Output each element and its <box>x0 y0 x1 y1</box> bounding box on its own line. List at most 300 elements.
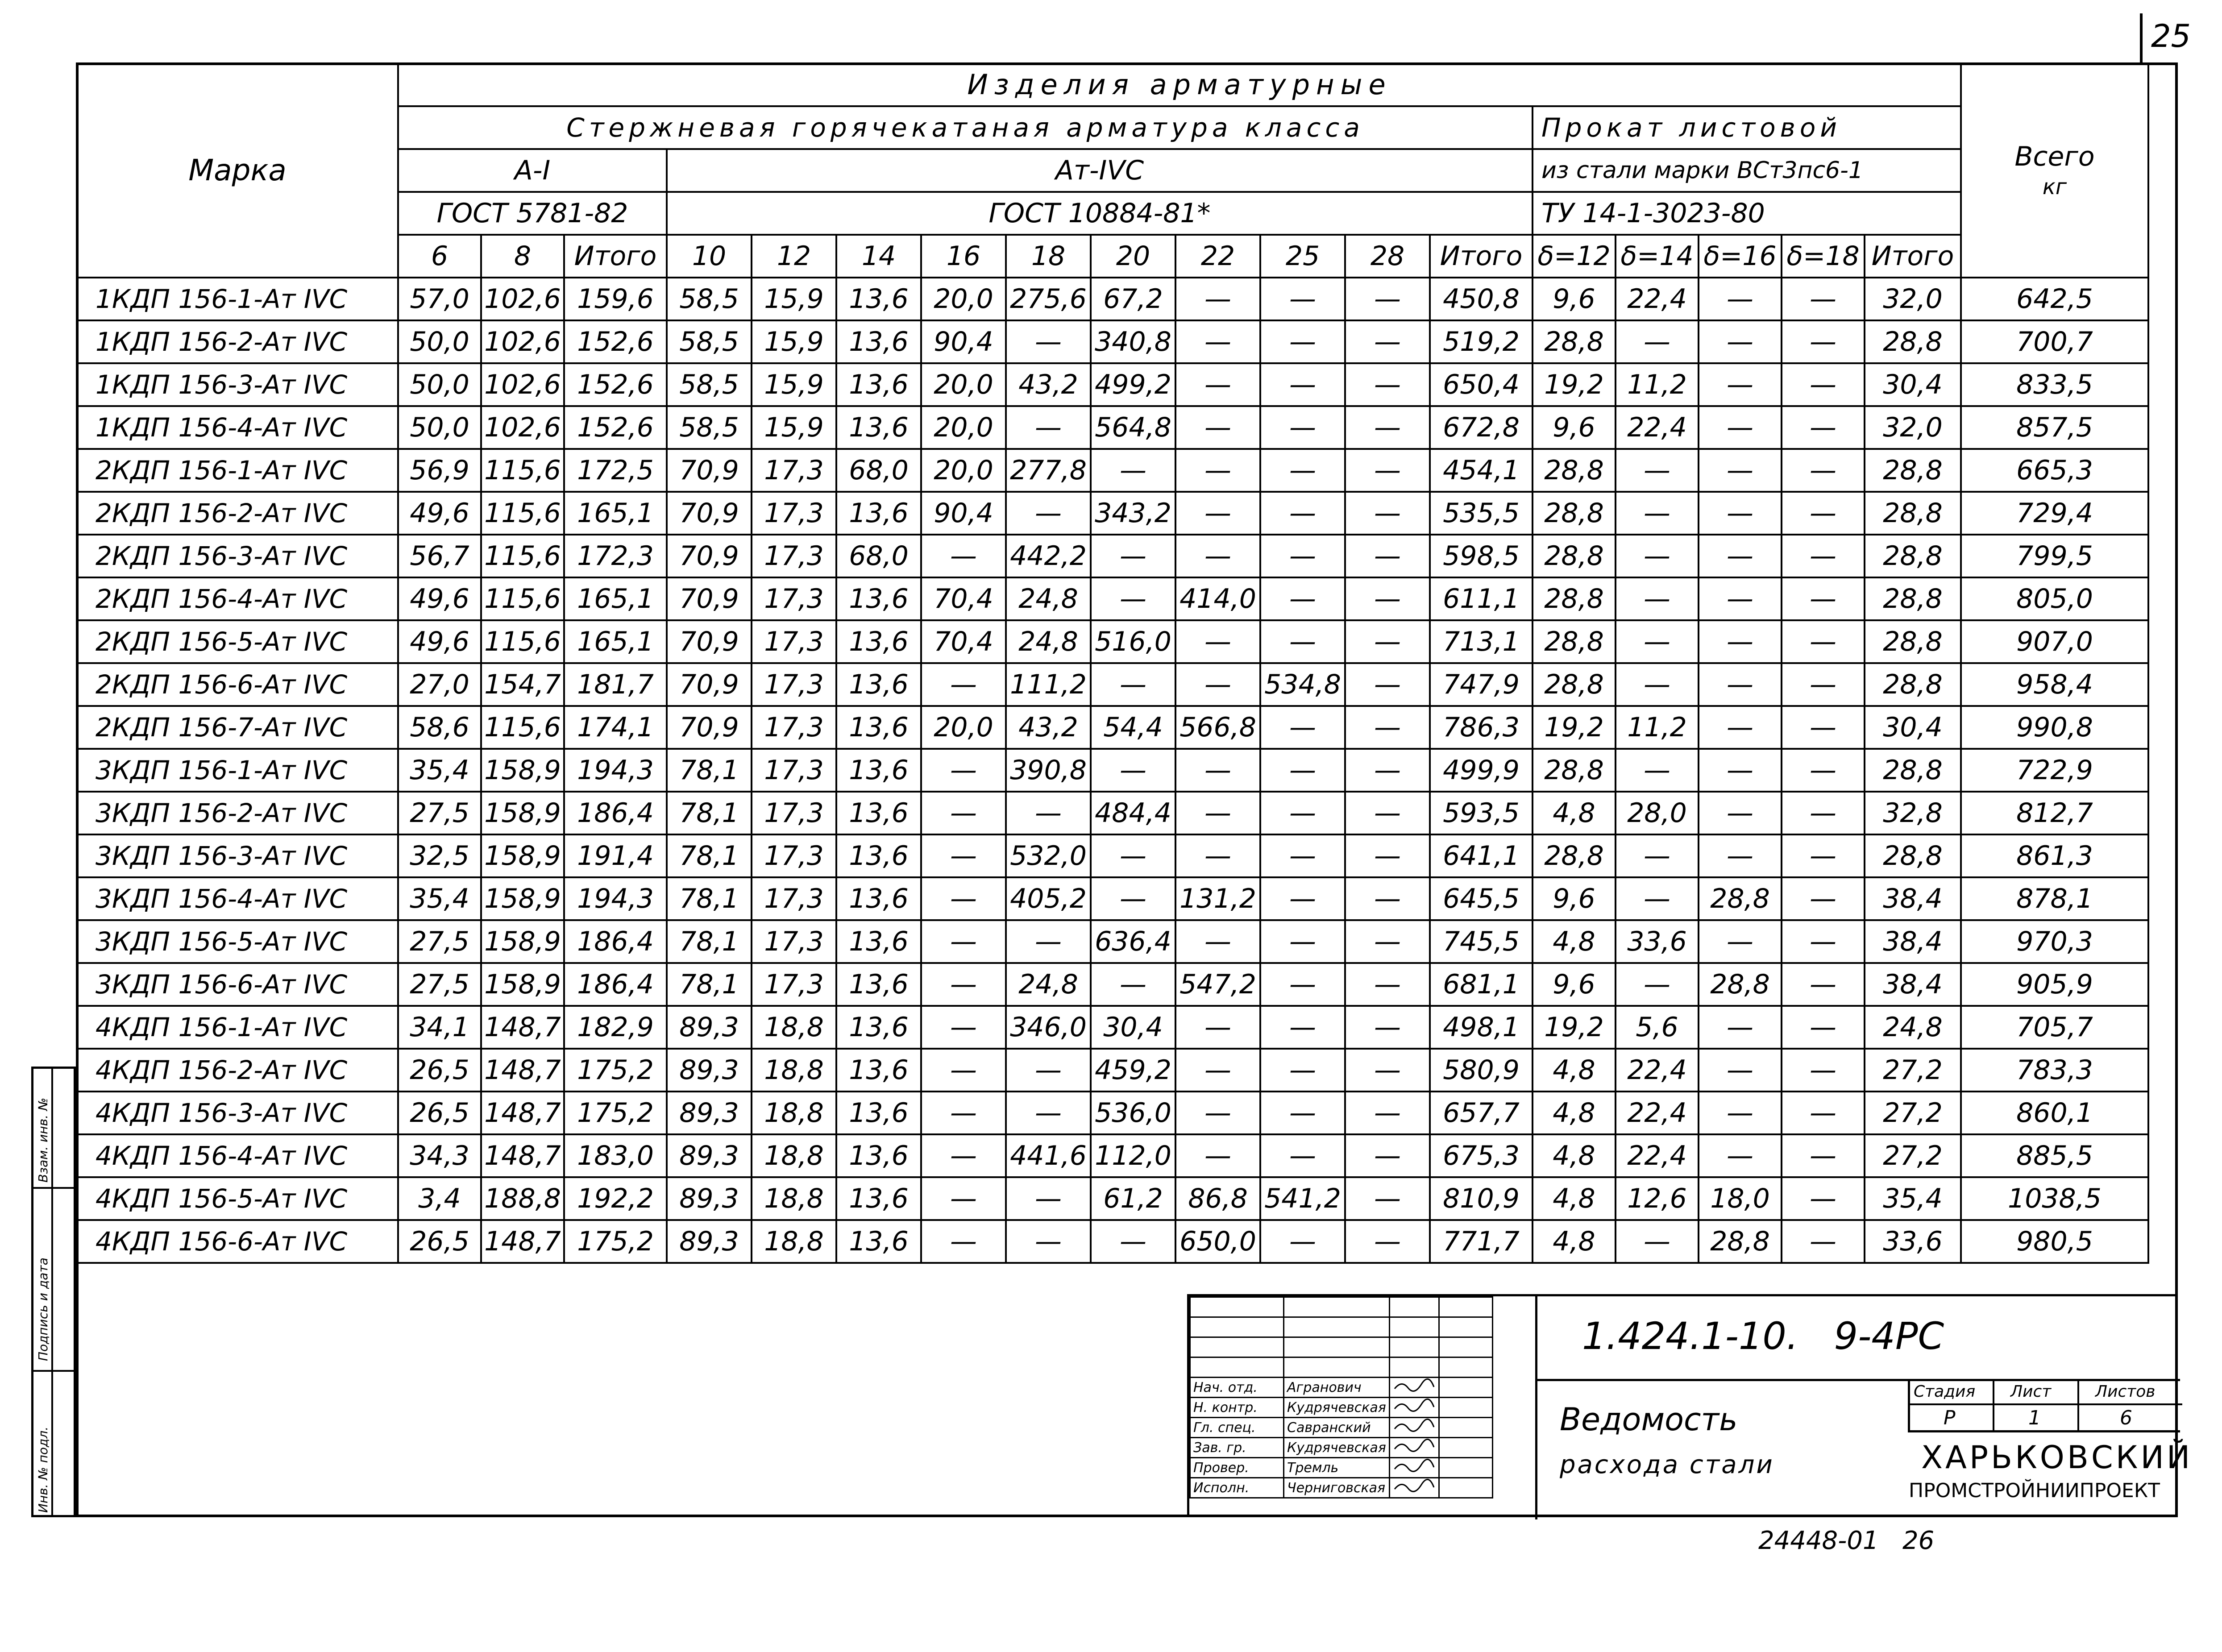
table-cell: — <box>1175 278 1260 320</box>
row-total: 980,5 <box>1961 1220 2148 1263</box>
table-cell: — <box>1091 449 1175 492</box>
table-cell: — <box>1782 920 1865 963</box>
column-header: δ=16 <box>1699 235 1782 278</box>
table-cell: — <box>1782 620 1865 663</box>
row-total: 905,9 <box>1961 963 2148 1006</box>
table-cell: 4,8 <box>1533 920 1616 963</box>
table-cell: — <box>1782 1006 1865 1049</box>
table-cell: — <box>1091 877 1175 920</box>
table-cell: — <box>1260 278 1345 320</box>
table-cell: 15,9 <box>752 320 836 363</box>
header-gost-at4: ГОСТ 10884-81* <box>667 192 1533 235</box>
table-cell: 32,5 <box>398 834 481 877</box>
table-cell: 13,6 <box>836 320 921 363</box>
table-cell: 102,6 <box>481 278 564 320</box>
table-row <box>77 449 2148 492</box>
table-cell: — <box>921 1006 1006 1049</box>
table-cell: — <box>1260 749 1345 792</box>
signature-name: Черниговская <box>1284 1478 1390 1498</box>
table-cell: 27,5 <box>398 963 481 1006</box>
table-cell: — <box>1175 749 1260 792</box>
header-mark: Марка <box>77 63 398 278</box>
signature-cell-empty <box>1190 1317 1284 1337</box>
table-cell: — <box>1006 920 1091 963</box>
table-cell: — <box>1616 620 1699 663</box>
table-cell: 17,3 <box>752 749 836 792</box>
column-header: δ=18 <box>1782 235 1865 278</box>
table-cell: — <box>1782 749 1865 792</box>
signature-row <box>1190 1478 1493 1498</box>
row-total: 860,1 <box>1961 1092 2148 1134</box>
table-cell: 24,8 <box>1006 577 1091 620</box>
table-cell: — <box>1345 492 1430 535</box>
table-cell: — <box>1616 877 1699 920</box>
table-cell: 19,2 <box>1533 706 1616 749</box>
table-cell: — <box>1345 1006 1430 1049</box>
table-cell: — <box>1616 449 1699 492</box>
header-sheet: Прокат листовой <box>1533 106 1961 149</box>
signature-row-empty <box>1190 1317 1493 1337</box>
table-cell: — <box>1006 1092 1091 1134</box>
table-cell: 17,3 <box>752 792 836 834</box>
table-cell: 28,0 <box>1616 792 1699 834</box>
row-total: 705,7 <box>1961 1006 2148 1049</box>
table-cell: 24,8 <box>1006 620 1091 663</box>
table-cell: — <box>1345 1220 1430 1263</box>
table-cell: 28,8 <box>1533 663 1616 706</box>
table-cell: 275,6 <box>1006 278 1091 320</box>
table-cell: 43,2 <box>1006 706 1091 749</box>
table-cell: 38,4 <box>1865 920 1961 963</box>
table-cell: 50,0 <box>398 320 481 363</box>
table-cell: 346,0 <box>1006 1006 1091 1049</box>
header-class-a1: А-I <box>398 149 667 192</box>
title-line1: Ведомость <box>1560 1401 1738 1438</box>
table-cell: — <box>1175 363 1260 406</box>
row-mark: 4КДП 156-3-Ат IVС <box>77 1092 398 1134</box>
table-cell: — <box>1260 1220 1345 1263</box>
column-header: 16 <box>921 235 1006 278</box>
table-cell: — <box>1006 320 1091 363</box>
table-cell: 713,1 <box>1430 620 1533 663</box>
signature-cell-empty <box>1389 1317 1439 1337</box>
signature-role: Гл. спец. <box>1190 1418 1284 1438</box>
row-mark: 4КДП 156-6-Ат IVС <box>77 1220 398 1263</box>
table-cell: 57,0 <box>398 278 481 320</box>
stage-box <box>1908 1379 2180 1432</box>
table-cell: 4,8 <box>1533 1092 1616 1134</box>
table-cell: 516,0 <box>1091 620 1175 663</box>
org-name-2: ПРОМСТРОЙНИИПРОЕКТ <box>1909 1479 2160 1502</box>
table-cell: — <box>1345 449 1430 492</box>
table-cell: 15,9 <box>752 363 836 406</box>
table-cell: 9,6 <box>1533 877 1616 920</box>
row-total: 812,7 <box>1961 792 2148 834</box>
column-header: Итого <box>1430 235 1533 278</box>
table-cell: 70,9 <box>667 577 752 620</box>
signature-date <box>1439 1418 1492 1438</box>
table-cell: 115,6 <box>481 577 564 620</box>
table-cell: — <box>1616 577 1699 620</box>
table-cell: — <box>1260 877 1345 920</box>
table-cell: 28,8 <box>1533 577 1616 620</box>
row-total: 970,3 <box>1961 920 2148 963</box>
table-cell: — <box>1699 663 1782 706</box>
table-cell: 27,5 <box>398 920 481 963</box>
table-cell: 56,9 <box>398 449 481 492</box>
table-cell: — <box>1345 663 1430 706</box>
table-cell: 172,3 <box>564 535 667 577</box>
table-cell: 33,6 <box>1865 1220 1961 1263</box>
signature-cell-empty <box>1439 1337 1492 1357</box>
signature-date <box>1439 1378 1492 1398</box>
table-cell: — <box>1345 620 1430 663</box>
table-cell: — <box>1782 792 1865 834</box>
table-cell: 50,0 <box>398 406 481 449</box>
table-cell: — <box>1616 663 1699 706</box>
table-row <box>77 749 2148 792</box>
signature-mark <box>1389 1418 1439 1438</box>
table-cell: 499,9 <box>1430 749 1533 792</box>
table-cell: — <box>921 963 1006 1006</box>
table-cell: 13,6 <box>836 1006 921 1049</box>
table-cell: 13,6 <box>836 363 921 406</box>
table-cell: 32,8 <box>1865 792 1961 834</box>
table-row <box>77 877 2148 920</box>
table-cell: 810,9 <box>1430 1177 1533 1220</box>
table-cell: 13,6 <box>836 1220 921 1263</box>
signature-date <box>1439 1438 1492 1458</box>
table-cell: 68,0 <box>836 535 921 577</box>
table-cell: 78,1 <box>667 792 752 834</box>
table-cell: 174,1 <box>564 706 667 749</box>
table-cell: 28,8 <box>1865 449 1961 492</box>
table-cell: — <box>1175 663 1260 706</box>
column-header: δ=12 <box>1533 235 1616 278</box>
table-cell: 18,8 <box>752 1220 836 1263</box>
table-cell: — <box>921 1049 1006 1092</box>
table-cell: 186,4 <box>564 963 667 1006</box>
table-cell: 19,2 <box>1533 363 1616 406</box>
title-line2: расхода стали <box>1560 1450 1774 1479</box>
table-cell: 28,8 <box>1699 877 1782 920</box>
table-cell: 115,6 <box>481 535 564 577</box>
table-cell: 17,3 <box>752 834 836 877</box>
row-mark: 4КДП 156-1-Ат IVС <box>77 1006 398 1049</box>
table-cell: — <box>1345 577 1430 620</box>
table-cell: — <box>1260 1092 1345 1134</box>
table-cell: 498,1 <box>1430 1006 1533 1049</box>
table-cell: 13,6 <box>836 406 921 449</box>
signature-cell-empty <box>1190 1297 1284 1317</box>
table-cell: — <box>921 1177 1006 1220</box>
table-cell: — <box>1006 1177 1091 1220</box>
table-cell: 5,6 <box>1616 1006 1699 1049</box>
table-cell: 186,4 <box>564 792 667 834</box>
table-cell: — <box>1616 492 1699 535</box>
header-tu-sheet: ТУ 14-1-3023-80 <box>1533 192 1961 235</box>
table-cell: 13,6 <box>836 663 921 706</box>
table-cell: 18,8 <box>752 1006 836 1049</box>
table-cell: 102,6 <box>481 406 564 449</box>
table-cell: 24,8 <box>1006 963 1091 1006</box>
table-cell: 28,8 <box>1865 749 1961 792</box>
table-cell: 165,1 <box>564 492 667 535</box>
table-cell: 28,8 <box>1865 535 1961 577</box>
row-total: 722,9 <box>1961 749 2148 792</box>
table-cell: 90,4 <box>921 492 1006 535</box>
table-cell: 17,3 <box>752 663 836 706</box>
table-cell: 58,5 <box>667 406 752 449</box>
table-cell: — <box>1260 620 1345 663</box>
row-total: 805,0 <box>1961 577 2148 620</box>
signature-row-empty <box>1190 1357 1493 1378</box>
row-mark: 1КДП 156-1-Ат IVС <box>77 278 398 320</box>
column-header: 6 <box>398 235 481 278</box>
column-header: 10 <box>667 235 752 278</box>
table-cell: — <box>1699 278 1782 320</box>
table-cell: — <box>1006 792 1091 834</box>
table-cell: — <box>1175 920 1260 963</box>
table-cell: 598,5 <box>1430 535 1533 577</box>
table-cell: 90,4 <box>921 320 1006 363</box>
table-cell: 175,2 <box>564 1220 667 1263</box>
table-cell: 547,2 <box>1175 963 1260 1006</box>
table-cell: 450,8 <box>1430 278 1533 320</box>
table-cell: — <box>1345 706 1430 749</box>
table-cell: — <box>1699 1006 1782 1049</box>
column-header: 20 <box>1091 235 1175 278</box>
row-total: 958,4 <box>1961 663 2148 706</box>
column-header: Итого <box>1865 235 1961 278</box>
table-cell: — <box>921 834 1006 877</box>
table-cell: — <box>1260 363 1345 406</box>
table-cell: 61,2 <box>1091 1177 1175 1220</box>
table-cell: 192,2 <box>564 1177 667 1220</box>
table-cell: 11,2 <box>1616 706 1699 749</box>
table-cell: — <box>1345 535 1430 577</box>
table-row <box>77 406 2148 449</box>
row-total: 907,0 <box>1961 620 2148 663</box>
table-cell: — <box>1782 1134 1865 1177</box>
row-total: 799,5 <box>1961 535 2148 577</box>
table-row <box>77 1220 2148 1263</box>
table-cell: — <box>1699 406 1782 449</box>
table-cell: 650,0 <box>1175 1220 1260 1263</box>
header-sheet-steel: из стали марки ВСт3пс6-1 <box>1533 149 1961 192</box>
table-row <box>77 492 2148 535</box>
table-cell: 32,0 <box>1865 278 1961 320</box>
table-cell: — <box>1260 1049 1345 1092</box>
signature-mark <box>1389 1398 1439 1418</box>
table-cell: 102,6 <box>481 363 564 406</box>
table-cell: 54,4 <box>1091 706 1175 749</box>
signature-date <box>1439 1458 1492 1478</box>
table-cell: 645,5 <box>1430 877 1533 920</box>
table-cell: 148,7 <box>481 1006 564 1049</box>
signature-name: Кудрячевская <box>1284 1398 1390 1418</box>
table-cell: 115,6 <box>481 620 564 663</box>
table-cell: 441,6 <box>1006 1134 1091 1177</box>
table-row <box>77 920 2148 963</box>
table-cell: — <box>1782 492 1865 535</box>
table-cell: 89,3 <box>667 1220 752 1263</box>
table-cell: 70,9 <box>667 492 752 535</box>
table-cell: — <box>1616 535 1699 577</box>
table-cell: 188,8 <box>481 1177 564 1220</box>
table-cell: — <box>921 1220 1006 1263</box>
table-cell: 27,0 <box>398 663 481 706</box>
table-cell: 18,8 <box>752 1049 836 1092</box>
table-cell: 86,8 <box>1175 1177 1260 1220</box>
row-total: 783,3 <box>1961 1049 2148 1092</box>
table-cell: 89,3 <box>667 1134 752 1177</box>
table-cell: 70,9 <box>667 535 752 577</box>
table-cell: 340,8 <box>1091 320 1175 363</box>
table-cell: 541,2 <box>1260 1177 1345 1220</box>
table-cell: 405,2 <box>1006 877 1091 920</box>
column-header: 12 <box>752 235 836 278</box>
table-cell: 672,8 <box>1430 406 1533 449</box>
table-cell: 13,6 <box>836 834 921 877</box>
table-cell: 442,2 <box>1006 535 1091 577</box>
table-cell: — <box>1175 320 1260 363</box>
table-cell: — <box>1699 320 1782 363</box>
table-cell: — <box>1699 363 1782 406</box>
table-cell: 28,8 <box>1533 620 1616 663</box>
row-mark: 4КДП 156-2-Ат IVС <box>77 1049 398 1092</box>
table-cell: 58,5 <box>667 363 752 406</box>
table-cell: 3,4 <box>398 1177 481 1220</box>
table-cell: 58,5 <box>667 320 752 363</box>
table-cell: — <box>1699 920 1782 963</box>
table-cell: 115,6 <box>481 706 564 749</box>
table-cell: 13,6 <box>836 577 921 620</box>
row-mark: 4КДП 156-4-Ат IVС <box>77 1134 398 1177</box>
table-cell: 11,2 <box>1616 363 1699 406</box>
table-row <box>77 1006 2148 1049</box>
table-cell: 165,1 <box>564 577 667 620</box>
table-cell: — <box>1260 920 1345 963</box>
table-row <box>77 1177 2148 1220</box>
table-cell: — <box>921 877 1006 920</box>
signature-name: Кудрячевская <box>1284 1438 1390 1458</box>
table-cell: 13,6 <box>836 963 921 1006</box>
table-cell: 102,6 <box>481 320 564 363</box>
table-cell: — <box>1260 706 1345 749</box>
table-cell: — <box>1699 749 1782 792</box>
row-total: 642,5 <box>1961 278 2148 320</box>
row-mark: 1КДП 156-3-Ат IVС <box>77 363 398 406</box>
table-cell: 17,3 <box>752 877 836 920</box>
signature-cell-empty <box>1284 1297 1390 1317</box>
row-total: 833,5 <box>1961 363 2148 406</box>
table-cell: 18,8 <box>752 1177 836 1220</box>
table-cell: — <box>1006 1049 1091 1092</box>
signature-cell-empty <box>1190 1357 1284 1378</box>
table-cell: 593,5 <box>1430 792 1533 834</box>
table-cell: — <box>921 535 1006 577</box>
table-cell: — <box>1782 406 1865 449</box>
table-cell: — <box>921 663 1006 706</box>
table-cell: 49,6 <box>398 620 481 663</box>
table-cell: — <box>921 749 1006 792</box>
table-row <box>77 577 2148 620</box>
table-cell: 22,4 <box>1616 1092 1699 1134</box>
table-cell: — <box>1782 1049 1865 1092</box>
table-cell: 68,0 <box>836 449 921 492</box>
table-row <box>77 620 2148 663</box>
row-mark: 3КДП 156-2-Ат IVС <box>77 792 398 834</box>
table-cell: 22,4 <box>1616 406 1699 449</box>
table-cell: 566,8 <box>1175 706 1260 749</box>
table-cell: 158,9 <box>481 877 564 920</box>
table-cell: 20,0 <box>921 406 1006 449</box>
signature-role: Н. контр. <box>1190 1398 1284 1418</box>
table-cell: 636,4 <box>1091 920 1175 963</box>
table-cell: 112,0 <box>1091 1134 1175 1177</box>
table-cell: 148,7 <box>481 1220 564 1263</box>
table-cell: — <box>1091 834 1175 877</box>
column-header: δ=14 <box>1616 235 1699 278</box>
table-cell: 13,6 <box>836 1177 921 1220</box>
table-cell: 4,8 <box>1533 1220 1616 1263</box>
header-class-at4: Ат-IVС <box>667 149 1533 192</box>
row-total: 665,3 <box>1961 449 2148 492</box>
table-cell: — <box>1699 577 1782 620</box>
table-cell: 534,8 <box>1260 663 1345 706</box>
table-cell: — <box>1260 963 1345 1006</box>
table-cell: 17,3 <box>752 620 836 663</box>
table-cell: 26,5 <box>398 1049 481 1092</box>
table-cell: — <box>1175 1049 1260 1092</box>
header-items: Изделия арматурные <box>398 63 1961 106</box>
signature-row <box>1190 1418 1493 1438</box>
table-cell: 27,2 <box>1865 1092 1961 1134</box>
stamp-v-divider <box>1535 1296 1537 1519</box>
doc-code: 1.424.1-10. 9-4РС <box>1582 1314 1944 1358</box>
table-cell: 28,8 <box>1533 492 1616 535</box>
table-cell: — <box>1260 834 1345 877</box>
signature-date <box>1439 1398 1492 1418</box>
table-cell: 13,6 <box>836 792 921 834</box>
table-cell: — <box>1699 792 1782 834</box>
signature-cell-empty <box>1439 1357 1492 1378</box>
table-cell: 277,8 <box>1006 449 1091 492</box>
table-cell: 175,2 <box>564 1049 667 1092</box>
table-cell: 15,9 <box>752 278 836 320</box>
table-cell: 27,5 <box>398 792 481 834</box>
row-total: 729,4 <box>1961 492 2148 535</box>
org-name-1: ХАРЬКОВСКИЙ <box>1921 1439 2193 1476</box>
table-cell: 158,9 <box>481 920 564 963</box>
table-cell: 28,8 <box>1699 1220 1782 1263</box>
table-cell: 115,6 <box>481 492 564 535</box>
table-cell: 20,0 <box>921 449 1006 492</box>
row-mark: 2КДП 156-2-Ат IVС <box>77 492 398 535</box>
sheets-value: 6 <box>2120 1407 2132 1429</box>
table-cell: 535,5 <box>1430 492 1533 535</box>
column-header: Итого <box>564 235 667 278</box>
table-cell: — <box>1345 834 1430 877</box>
table-cell: 194,3 <box>564 749 667 792</box>
sheets-label: Листов <box>2095 1382 2156 1401</box>
table-row <box>77 706 2148 749</box>
table-cell: 35,4 <box>398 749 481 792</box>
signature-row-empty <box>1190 1337 1493 1357</box>
table-cell: — <box>1782 1092 1865 1134</box>
row-total: 861,3 <box>1961 834 2148 877</box>
